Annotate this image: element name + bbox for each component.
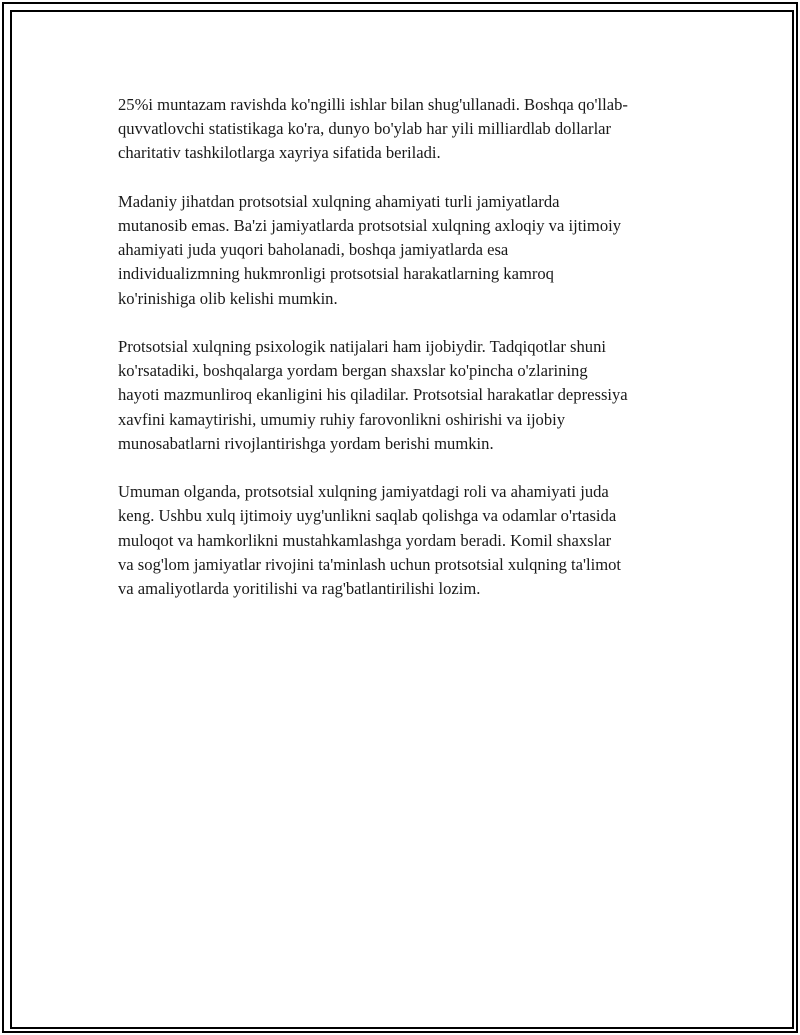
text-line: Protsotsial xulqning psixologik natijalari ham ijobiydir. Tadqiqotlar shuni	[118, 337, 607, 356]
text-line: munosabatlarni rivojlantirishga yordam berishi mumkin.	[118, 433, 494, 453]
paragraph-4	[118, 480, 692, 601]
text-line: mutanosib emas. Ba'zi jamiyatlarda protsotsial xulqning axloqiy va ijtimoiy	[118, 216, 622, 235]
text-line: xavfini kamaytirishi, umumiy ruhiy farovonlikni oshirishi va ijobiy	[118, 409, 566, 429]
text-line: ahamiyati juda yuqori baholanadi, boshqa jamiyatlarda esa	[118, 240, 509, 260]
text-line: charitativ tashkilotlarga xayriya sifatida beriladi.	[118, 143, 441, 163]
text-line: ko'rsatadiki, boshqalarga yordam bergan shaxslar ko'pincha o'zlarining	[118, 361, 588, 381]
text-line: va sog'lom jamiyatlar rivojini ta'minlash uchun protsotsial xulqning ta'limot	[118, 554, 622, 574]
text-line: 25%i muntazam ravishda ko'ngilli ishlar bilan shug'ullanadi. Boshqa qo'llab-	[118, 95, 628, 114]
text-line: hayoti mazmunliroq ekanligini his qiladilar. Protsotsial harakatlar depressiya	[118, 385, 628, 405]
text-line: Madaniy jihatdan protsotsial xulqning ahamiyati turli jamiyatlarda	[118, 191, 560, 211]
text-line: Umuman olganda, protsotsial xulqning jamiyatdagi roli va ahamiyati juda	[118, 482, 609, 502]
text-line: ko'rinishiga olib kelishi mumkin.	[118, 288, 338, 308]
paragraph-3	[118, 335, 692, 456]
text-line: va amaliyotlarda yoritilishi va rag'batlantirilishi lozim.	[118, 579, 481, 599]
text-line: muloqot va hamkorlikni mustahkamlashga yordam beradi. Komil shaxslar	[118, 530, 612, 550]
paragraph-1	[118, 93, 692, 166]
text-line: individualizmning hukmronligi protsotsial harakatlarning kamroq	[118, 264, 554, 284]
text-line: keng. Ushbu xulq ijtimoiy uyg'unlikni saqlab qolishga va odamlar o'rtasida	[118, 506, 617, 526]
text-line: quvvatlovchi statistikaga ko'ra, dunyo bo'ylab har yili milliardlab dollarlar	[118, 119, 612, 139]
paragraph-2	[118, 190, 692, 311]
document-body	[118, 93, 692, 625]
